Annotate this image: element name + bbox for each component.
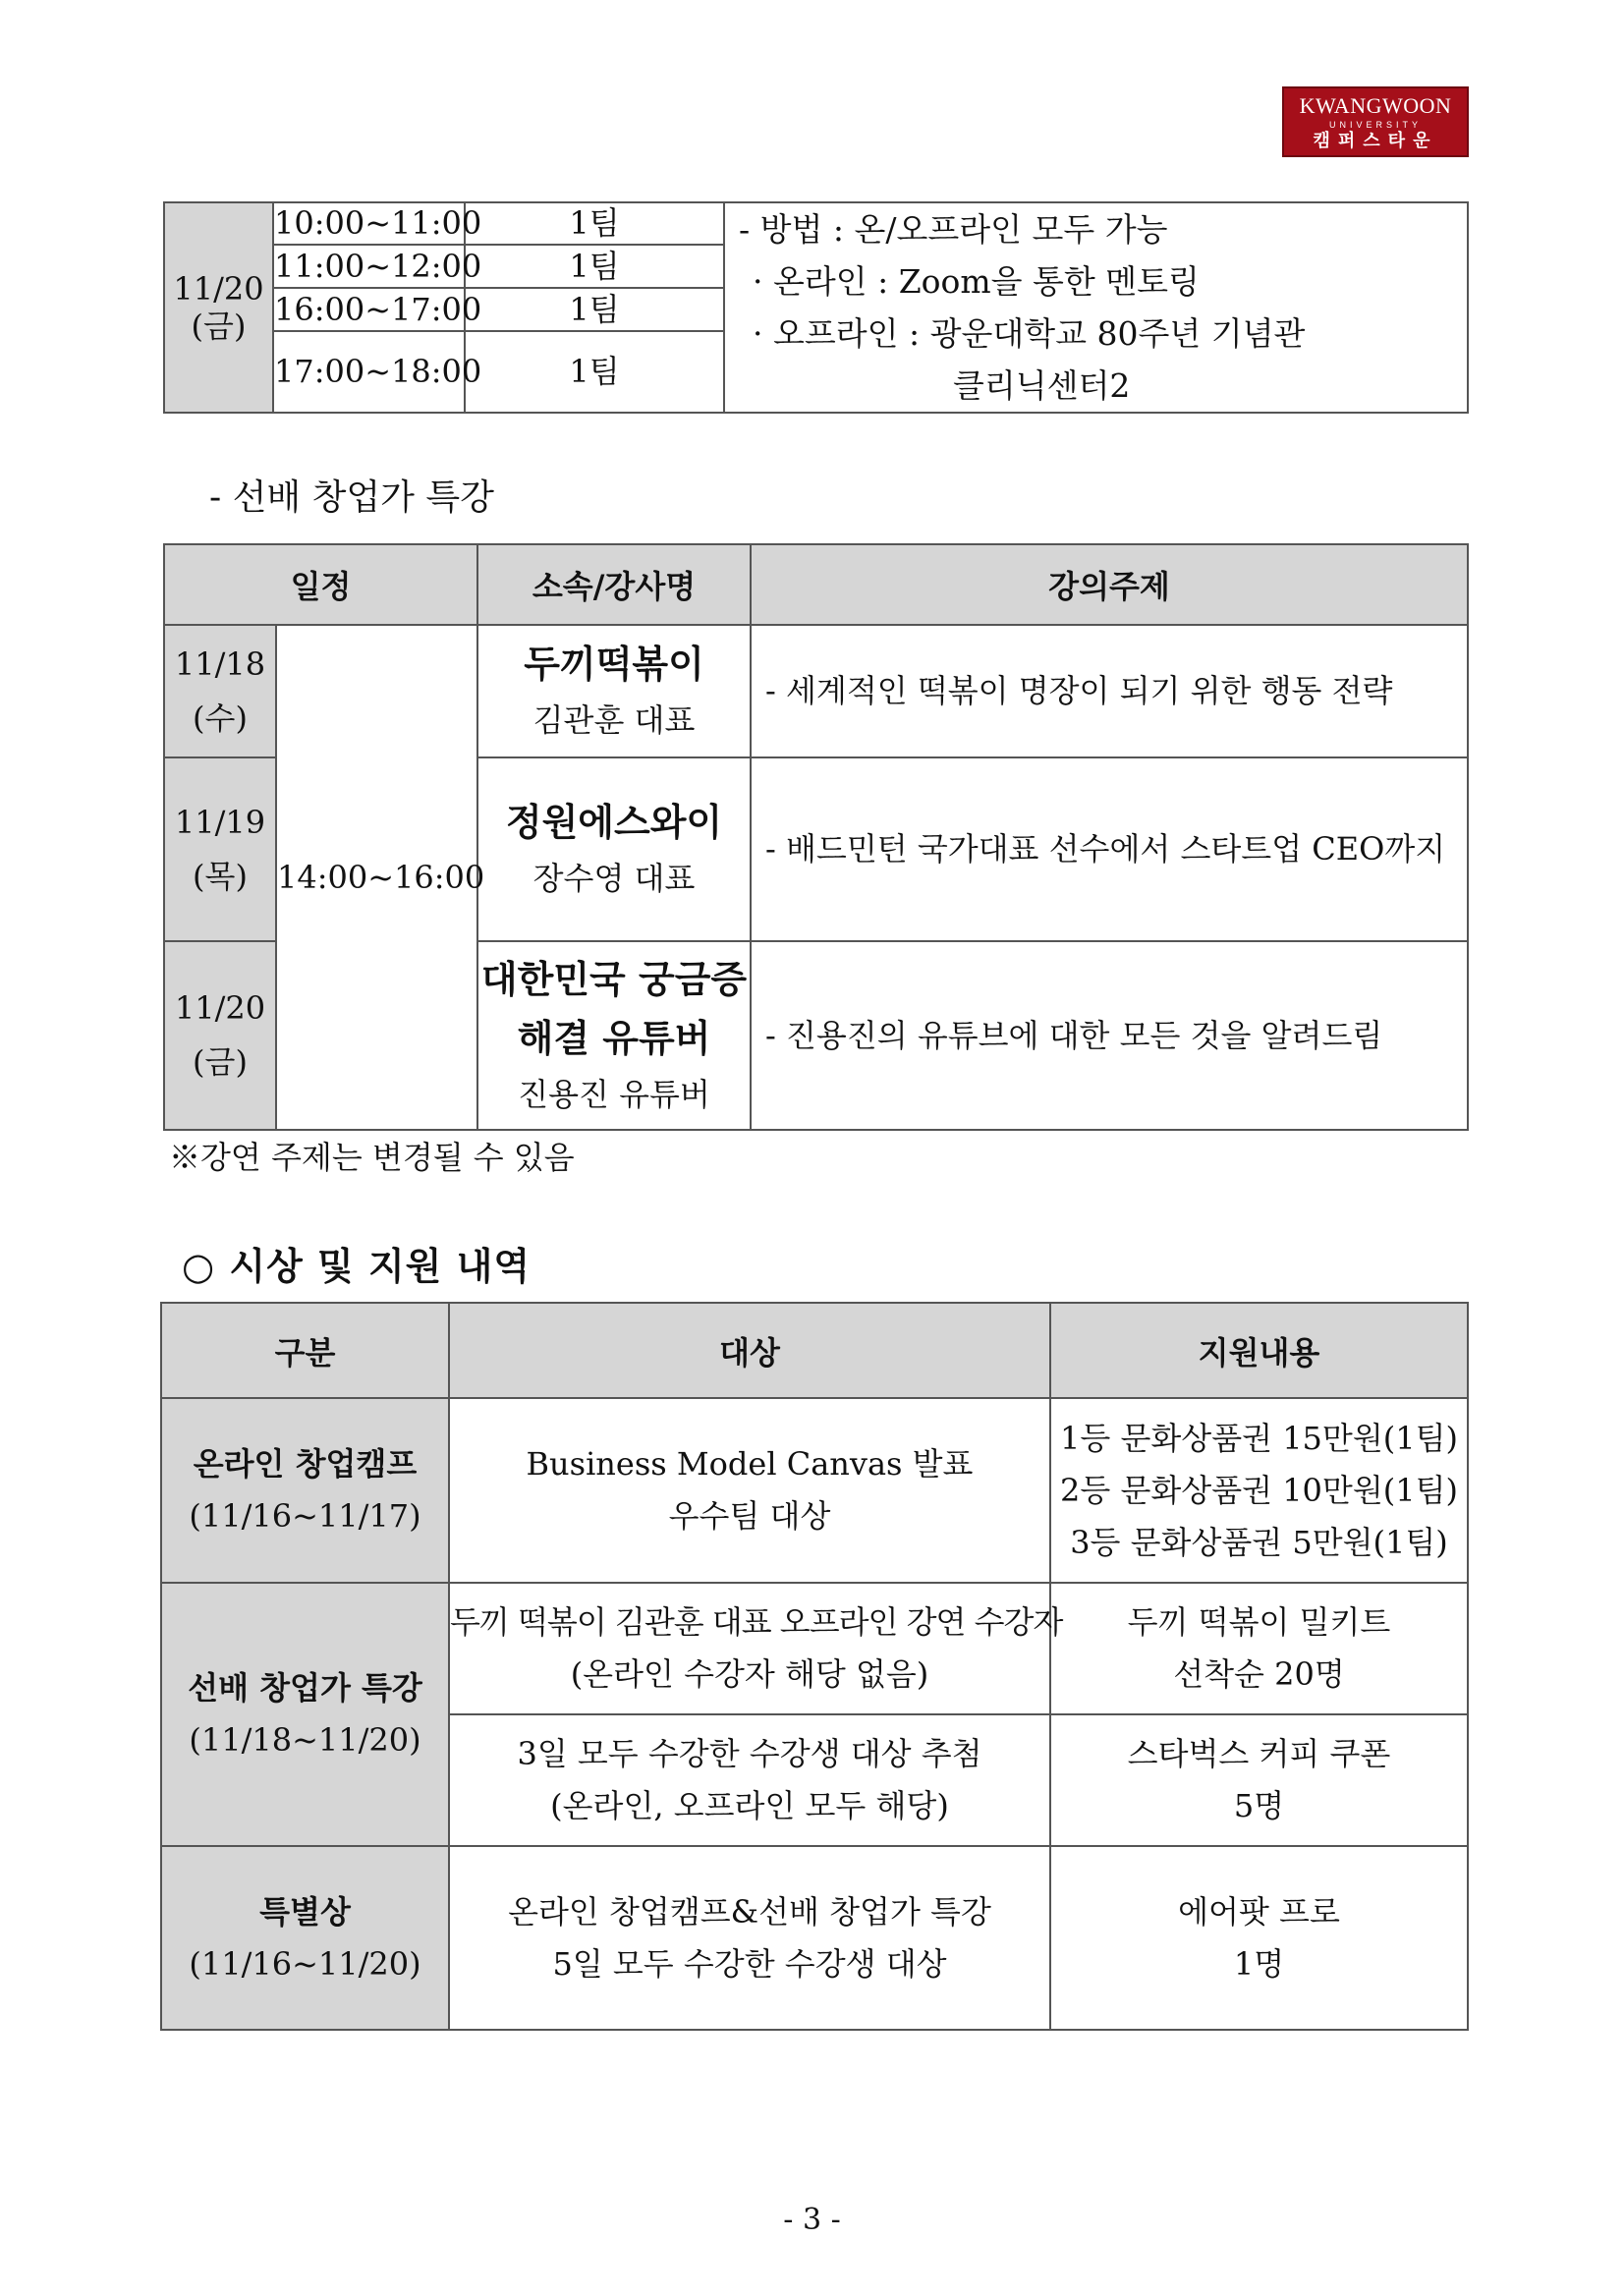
mentoring-day: (금)	[191, 308, 247, 345]
method-line: - 방법 : 온/오프라인 모두 가능	[739, 210, 1168, 249]
speaker-org: 두끼떡볶이	[524, 643, 704, 686]
header-speaker: 소속/강사명	[477, 544, 751, 625]
header-category: 구분	[161, 1303, 449, 1398]
logo-text-main: KWANGWOON	[1299, 93, 1452, 118]
category-cell	[161, 1846, 449, 2030]
category-cell	[161, 1583, 449, 1846]
header-target: 대상	[449, 1303, 1050, 1398]
category-cell	[161, 1398, 449, 1583]
lecture-date-cell	[164, 625, 276, 757]
support-cell	[1050, 1583, 1468, 1714]
target-cell	[449, 1714, 1050, 1846]
support-cell	[1050, 1846, 1468, 2030]
target-cell	[449, 1583, 1063, 1714]
category-period: (11/16~11/17)	[189, 1497, 421, 1535]
lecture-date-cell	[164, 941, 276, 1130]
page-number: - 3 -	[783, 2203, 841, 2237]
target-cell	[449, 1398, 1050, 1583]
mentoring-date-cell	[164, 202, 273, 413]
lecture-date: 11/20	[174, 989, 266, 1027]
method-online-line: · 온라인 : Zoom을 통한 멘토링	[753, 262, 1200, 301]
support-line: 1등 문화상품권 15만원(1팀)	[1060, 1419, 1458, 1457]
target-line: 5일 모두 수강한 수강생 대상	[552, 1944, 947, 1983]
target-line: (온라인 수강자 해당 없음)	[570, 1655, 929, 1693]
speaker-org: 대한민국 궁금증	[480, 957, 748, 1001]
slot-team: 1팀	[465, 245, 724, 288]
target-line: 두끼 떡볶이 김관훈 대표 오프라인 강연 수강자	[450, 1603, 1063, 1641]
category-name: 선배 창업가 특강	[188, 1669, 422, 1707]
university-logo	[1282, 86, 1469, 157]
lecture-topic: - 진용진의 유튜브에 대한 모든 것을 알려드림	[751, 941, 1468, 1130]
target-line: 3일 모두 수강한 수강생 대상 추첨	[517, 1735, 982, 1772]
speaker-org: 정원에스와이	[505, 801, 723, 844]
lecture-topic: - 배드민턴 국가대표 선수에서 스타트업 CEO까지	[751, 757, 1468, 941]
lecture-time: 14:00~16:00	[276, 625, 477, 1130]
support-cell	[1050, 1714, 1468, 1846]
target-line: 온라인 창업캠프&선배 창업가 특강	[508, 1892, 991, 1931]
slot-team: 1팀	[465, 202, 724, 245]
speaker-name: 장수영 대표	[532, 860, 696, 897]
support-line: 2등 문화상품권 10만원(1팀)	[1060, 1471, 1458, 1509]
support-line: 1명	[1233, 1944, 1285, 1983]
support-line: 선착순 20명	[1173, 1655, 1345, 1693]
speaker-cell	[477, 757, 751, 941]
header-schedule: 일정	[164, 544, 477, 625]
speaker-name: 진용진 유튜버	[518, 1075, 710, 1113]
logo-text-sub: UNIVERSITY	[1328, 120, 1422, 130]
category-period: (11/16~11/20)	[189, 1944, 421, 1983]
awards-table	[160, 1302, 1469, 2031]
category-period: (11/18~11/20)	[189, 1721, 421, 1759]
lecture-note: ※강연 주제는 변경될 수 있음	[169, 1139, 575, 1176]
method-offline-line: · 오프라인 : 광운대학교 80주년 기념관	[753, 314, 1306, 353]
support-line: 스타벅스 커피 쿠폰	[1127, 1735, 1391, 1772]
awards-section-heading: ○ 시상 및 지원 내역	[182, 1245, 532, 1288]
logo-text-campustown: 캠퍼스타운	[1313, 131, 1438, 151]
support-line: 5명	[1233, 1787, 1285, 1824]
lecture-date: 11/18	[174, 644, 266, 683]
speaker-name: 김관훈 대표	[532, 701, 696, 739]
lecture-table	[163, 543, 1469, 1131]
slot-time: 16:00~17:00	[273, 288, 465, 331]
support-line: 두끼 떡볶이 밀키트	[1127, 1603, 1391, 1641]
method-offline-place-line: 클리닉센터2	[953, 366, 1131, 405]
slot-team: 1팀	[465, 288, 724, 331]
mentoring-method-cell	[724, 202, 1468, 413]
lecture-day: (수)	[193, 699, 248, 737]
slot-time: 11:00~12:00	[273, 245, 465, 288]
header-support: 지원내용	[1050, 1303, 1468, 1398]
lecture-section-heading: - 선배 창업가 특강	[209, 477, 494, 518]
slot-team: 1팀	[465, 331, 724, 413]
mentoring-schedule-table	[163, 201, 1469, 414]
lecture-date-cell	[164, 757, 276, 941]
header-topic: 강의주제	[751, 544, 1468, 625]
speaker-cell	[477, 941, 751, 1130]
lecture-day: (금)	[193, 1043, 248, 1081]
slot-time: 10:00~11:00	[273, 202, 465, 245]
lecture-topic: - 세계적인 떡볶이 명장이 되기 위한 행동 전략	[751, 625, 1468, 757]
target-line: (온라인, 오프라인 모두 해당)	[550, 1787, 949, 1824]
mentoring-date: 11/20	[173, 270, 264, 308]
target-line: Business Model Canvas 발표	[526, 1445, 974, 1483]
lecture-date: 11/19	[174, 803, 266, 841]
category-name: 특별상	[259, 1892, 351, 1931]
target-line: 우수팀 대상	[668, 1497, 831, 1535]
category-name: 온라인 창업캠프	[193, 1445, 418, 1483]
speaker-cell	[477, 625, 751, 757]
target-cell	[449, 1846, 1050, 2030]
lecture-day: (목)	[193, 857, 248, 895]
support-cell	[1050, 1398, 1468, 1583]
support-line: 3등 문화상품권 5만원(1팀)	[1070, 1523, 1448, 1561]
slot-time: 17:00~18:00	[273, 331, 465, 413]
support-line: 에어팟 프로	[1178, 1892, 1340, 1931]
speaker-org-line2: 해결 유튜버	[517, 1016, 711, 1060]
